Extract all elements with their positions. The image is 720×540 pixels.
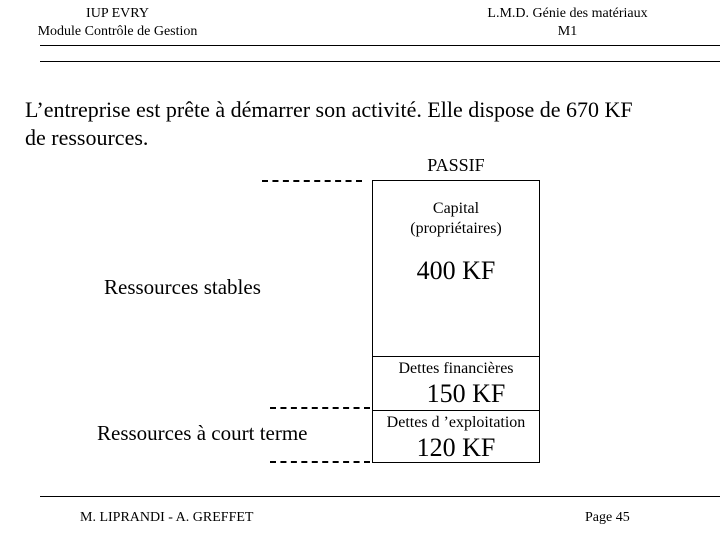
- dettes-exploitation-value: 120 KF: [416, 433, 496, 462]
- header-rule-bottom: [40, 61, 720, 62]
- capital-label-line1: Capital: [432, 200, 480, 217]
- dettes-financieres-label: Dettes financières: [398, 360, 514, 377]
- divider-dettes: [373, 410, 539, 411]
- header-right-line2: M1: [557, 24, 578, 39]
- header-left: [20, 5, 215, 41]
- separator-top: [262, 180, 362, 182]
- capital-label-line2: (propriétaires): [410, 220, 502, 237]
- passif-title: PASSIF: [427, 155, 485, 175]
- separator-bottom: [270, 461, 370, 463]
- capital-label: [373, 199, 539, 239]
- label-ressources-court-terme: Ressources à court terme: [97, 421, 308, 445]
- dettes-exploitation-label: Dettes d ’exploitation: [386, 414, 526, 431]
- intro-line2: de ressources.: [25, 125, 149, 150]
- footer-authors: M. LIPRANDI - A. GREFFET: [80, 510, 254, 525]
- intro-line1: L’entreprise est prête à démarrer son activité. Elle dispose de 670 KF: [25, 97, 633, 122]
- footer-page-number: Page 45: [585, 510, 630, 525]
- intro-text: [25, 96, 715, 152]
- footer-rule: [40, 496, 720, 497]
- separator-middle: [270, 407, 370, 409]
- header-right: [465, 5, 670, 41]
- passif-table: [372, 180, 540, 463]
- header-left-line2: Module Contrôle de Gestion: [37, 24, 198, 39]
- capital-value: 400 KF: [416, 256, 496, 285]
- dettes-financieres-value: 150 KF: [426, 379, 506, 408]
- label-ressources-stables: Ressources stables: [104, 275, 261, 299]
- header-left-line1: IUP EVRY: [86, 6, 149, 21]
- header-right-line1: L.M.D. Génie des matériaux: [487, 6, 648, 21]
- header-rule-top: [40, 45, 720, 46]
- divider-capital: [373, 356, 539, 357]
